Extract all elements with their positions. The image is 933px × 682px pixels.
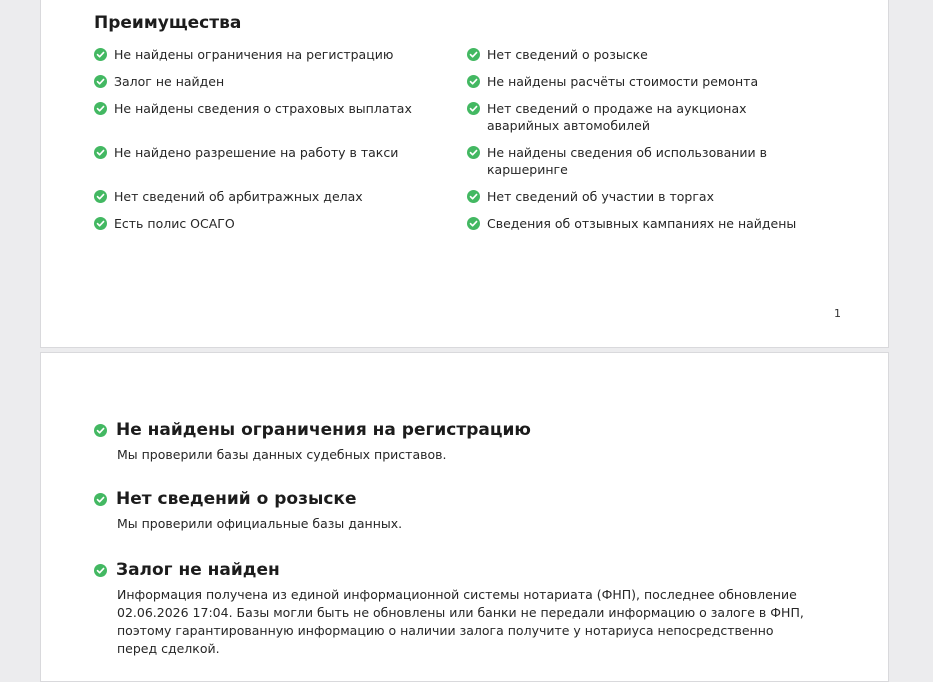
- check-circle-icon: [467, 146, 480, 159]
- detail-title: Залог не найден: [116, 560, 280, 580]
- advantage-text: Не найдены расчёты стоимости ремонта: [487, 74, 759, 89]
- check-circle-icon: [94, 102, 107, 115]
- check-circle-icon: [467, 75, 480, 88]
- advantage-item: [94, 215, 235, 232]
- detail-header: [94, 419, 814, 441]
- check-circle-icon: [467, 217, 480, 230]
- detail-description: Мы проверили официальные базы данных.: [117, 516, 403, 531]
- advantage-text: Не найдены сведения об использовании в каршеринге: [487, 145, 768, 177]
- advantage-text: Нет сведений об арбитражных делах: [114, 189, 363, 204]
- detail-title: Нет сведений о розыске: [116, 489, 357, 509]
- detail-section: [94, 559, 814, 658]
- document-page-2: [40, 352, 889, 682]
- detail-description: Информация получена из единой информационной системы нотариата (ФНП), последнее обновление 02.06.2026 17:04. Базы могли быть не обновлены или банки не передали информацию о залоге в ФНП, поэтому гарантированную информацию о наличии залога получите у нотариуса непосредственно перед сделкой.: [117, 587, 804, 656]
- advantage-text: Сведения об отзывных кампаниях не найдены: [487, 216, 797, 231]
- advantage-item: [94, 144, 398, 161]
- detail-header: [94, 559, 814, 581]
- advantage-text: Не найдены ограничения на регистрацию: [114, 47, 394, 62]
- detail-section: [94, 419, 814, 464]
- advantage-item: [467, 188, 714, 205]
- advantage-item: [94, 73, 224, 90]
- advantage-item: [467, 73, 758, 90]
- detail-description: Мы проверили базы данных судебных приставов.: [117, 447, 447, 462]
- check-circle-icon: [94, 190, 107, 203]
- check-circle-icon: [94, 564, 107, 577]
- advantage-text: Не найдено разрешение на работу в такси: [114, 145, 399, 160]
- advantage-text: Есть полис ОСАГО: [114, 216, 235, 231]
- check-circle-icon: [94, 75, 107, 88]
- advantage-text: Не найдены сведения о страховых выплатах: [114, 101, 412, 116]
- check-circle-icon: [94, 424, 107, 437]
- advantage-text: Залог не найден: [114, 74, 225, 89]
- detail-title: Не найдены ограничения на регистрацию: [116, 420, 531, 440]
- advantage-text: Нет сведений о продаже на аукционах аварийных автомобилей: [487, 101, 747, 133]
- advantage-item: [94, 46, 393, 63]
- check-circle-icon: [467, 102, 480, 115]
- advantage-item: [94, 100, 412, 117]
- check-circle-icon: [467, 48, 480, 61]
- advantage-text: Нет сведений о розыске: [487, 47, 648, 62]
- advantage-item: [467, 46, 648, 63]
- advantages-title: Преимущества: [94, 13, 242, 33]
- document-page-1: [40, 0, 889, 348]
- check-circle-icon: [94, 493, 107, 506]
- advantage-item: [94, 188, 363, 205]
- detail-header: [94, 488, 814, 510]
- check-circle-icon: [467, 190, 480, 203]
- advantage-item: [467, 100, 812, 134]
- check-circle-icon: [94, 217, 107, 230]
- advantage-item: [467, 144, 767, 178]
- check-circle-icon: [94, 48, 107, 61]
- advantage-text: Нет сведений об участии в торгах: [487, 189, 714, 204]
- advantage-item: [467, 215, 796, 232]
- page-number: 1: [834, 307, 841, 320]
- detail-section: [94, 488, 814, 533]
- check-circle-icon: [94, 146, 107, 159]
